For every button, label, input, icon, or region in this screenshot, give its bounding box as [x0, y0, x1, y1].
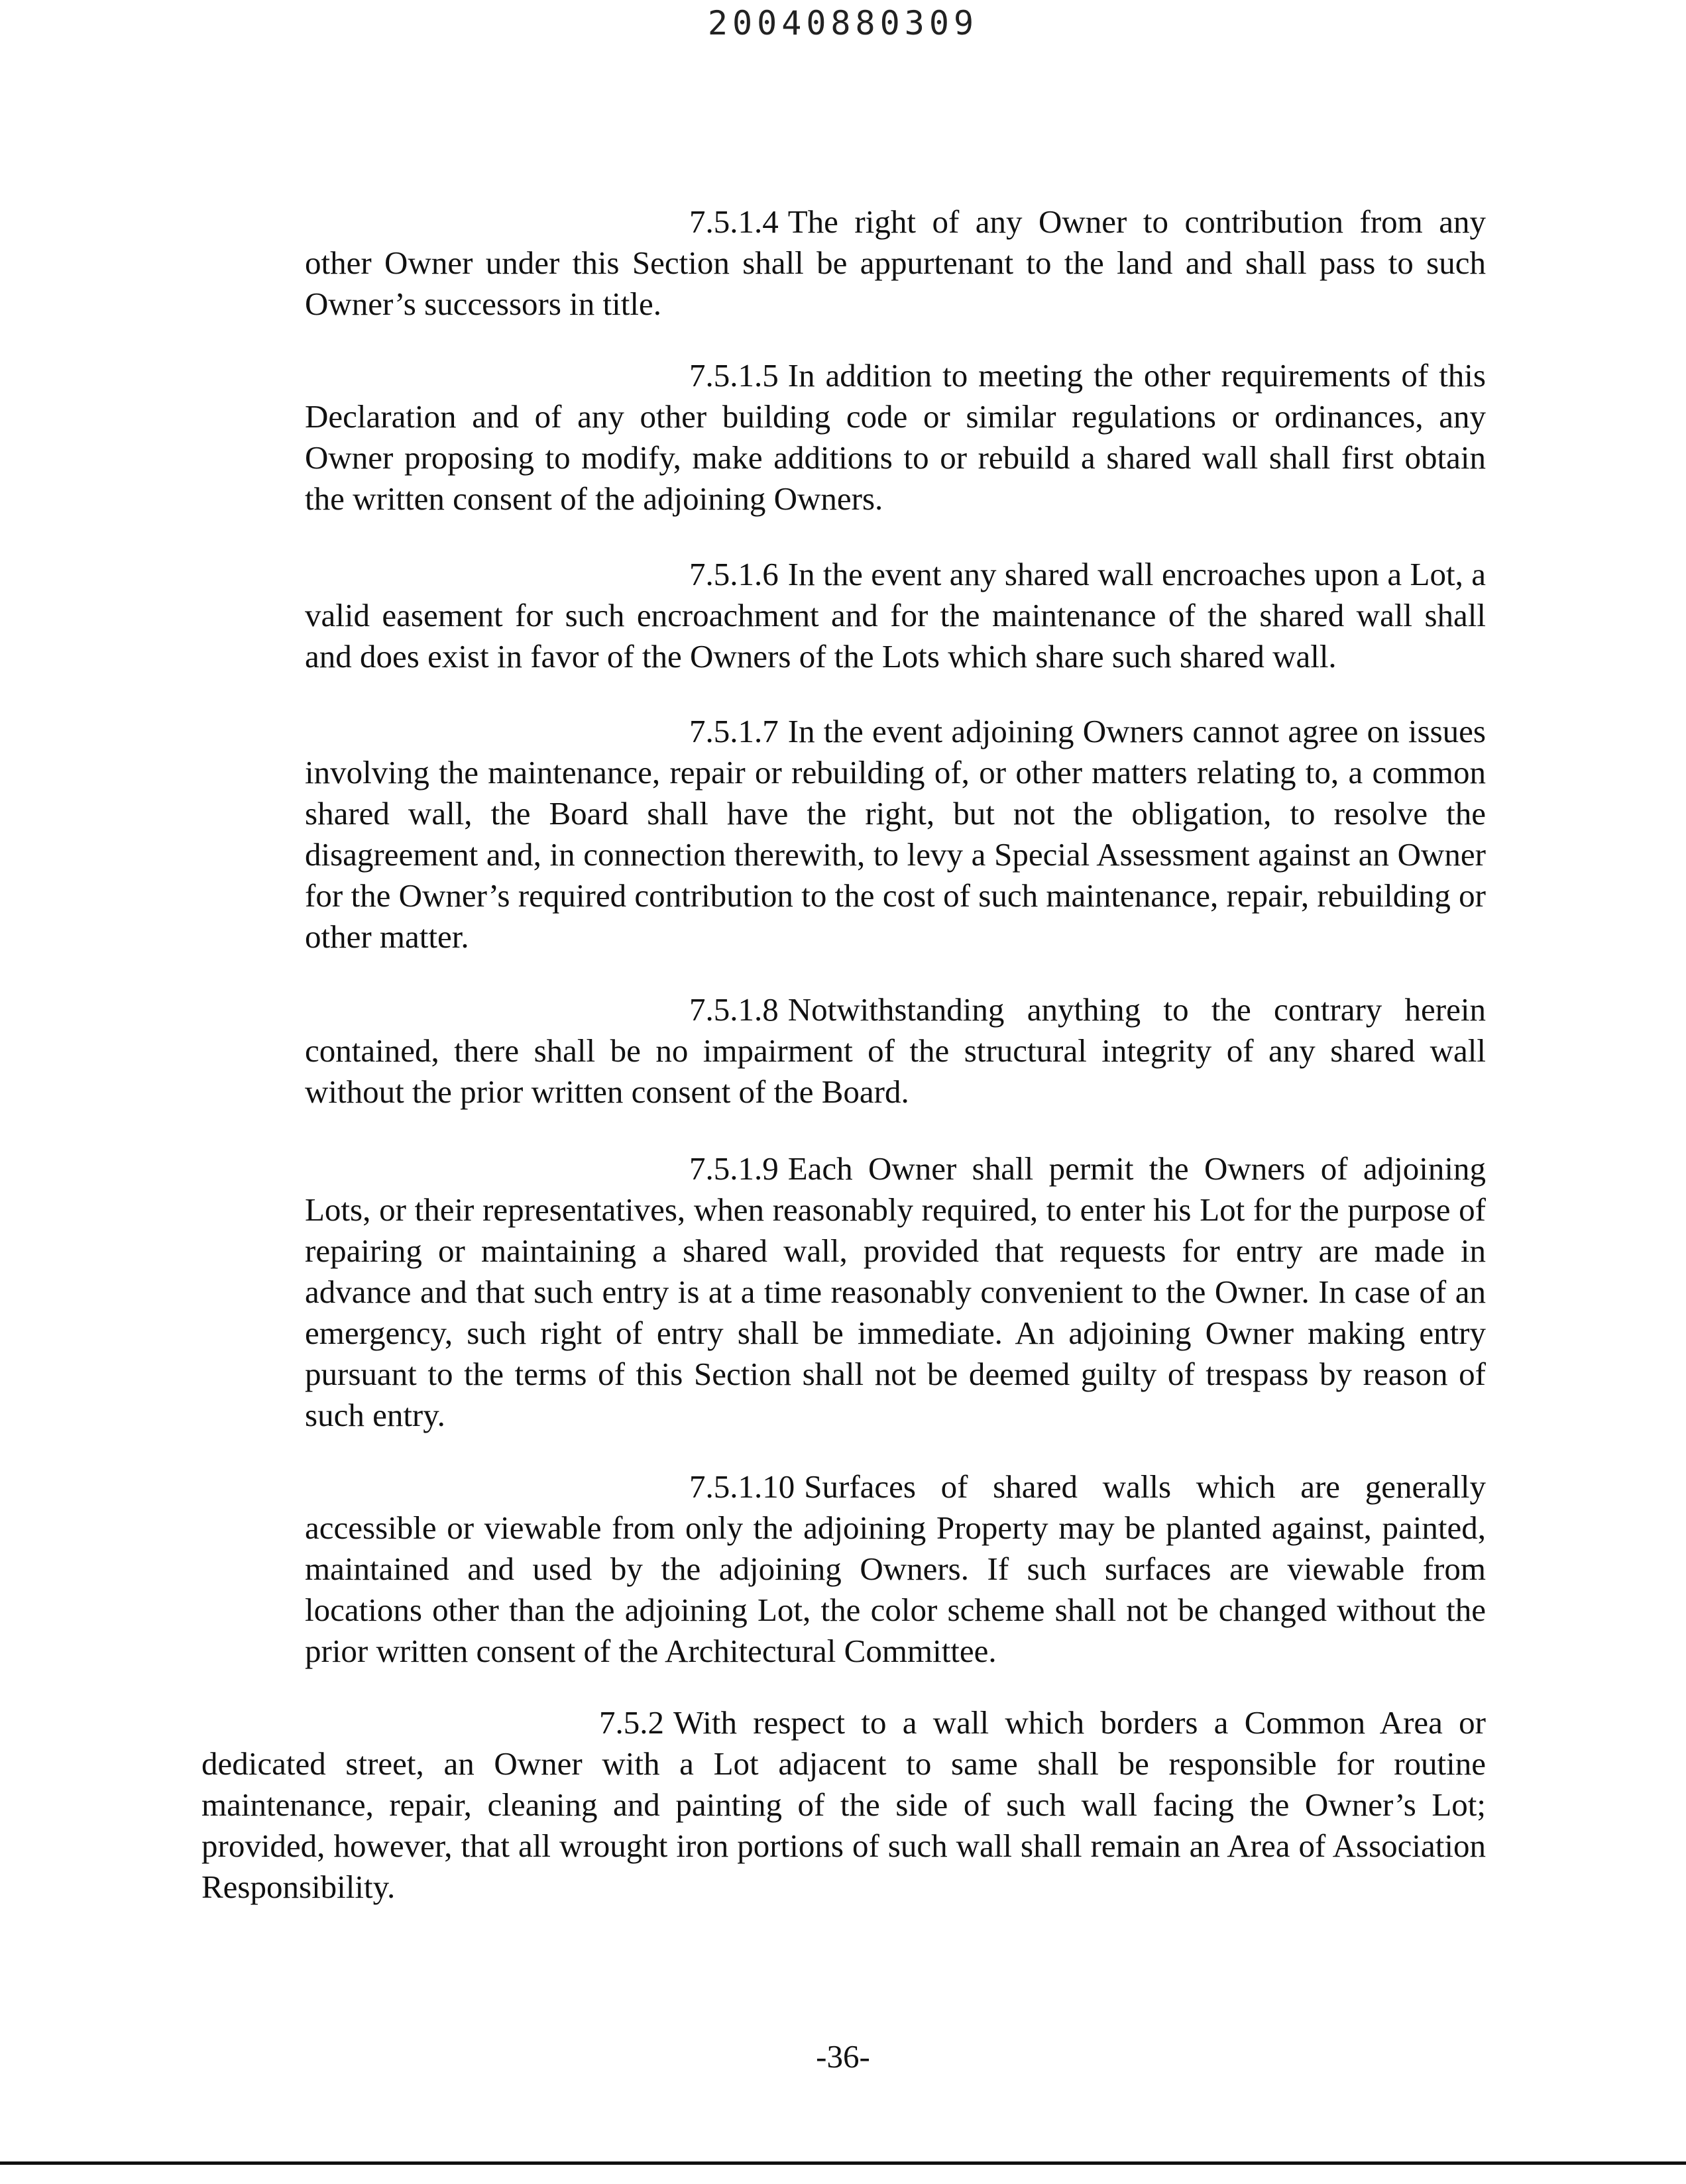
bottom-rule	[0, 2161, 1686, 2165]
document-number: 20040880309	[707, 4, 979, 42]
paragraph-text: In addition to meeting the other requirements of this Declaration and of any other building code or similar regulations or ordinances, any Owner proposing to modify, make additions to or rebuild a shared wall shall first obtain the written consent of the adjoining Owners.	[305, 357, 1486, 517]
paragraph-7-5-1-4	[305, 201, 1486, 325]
paragraph-number: 7.5.1.5	[689, 357, 779, 394]
paragraph-7-5-1-8	[305, 989, 1486, 1113]
paragraph-text: Notwithstanding anything to the contrary herein contained, there shall be no impairment of the structural integrity of any shared wall without the prior written consent of the Board.	[305, 991, 1486, 1110]
paragraph-7-5-1-10	[305, 1466, 1486, 1672]
paragraph-7-5-1-6	[305, 554, 1486, 677]
page-number: -36-	[816, 2038, 870, 2075]
paragraph-number: 7.5.2	[599, 1704, 664, 1741]
paragraph-7-5-1-7	[305, 711, 1486, 957]
paragraph-number: 7.5.1.7	[689, 713, 779, 749]
paragraph-7-5-1-5	[305, 355, 1486, 519]
paragraph-text: The right of any Owner to contribution from any other Owner under this Section shall be appurtenant to the land and shall pass to such Owner’s successors in title.	[305, 203, 1486, 322]
paragraph-number: 7.5.1.8	[689, 991, 779, 1028]
paragraph-text: With respect to a wall which borders a Common Area or dedicated street, an Owner with a Lot adjacent to same shall be responsible for routine maintenance, repair, cleaning and painting of the side of such wall facing the Owner’s Lot; provided, however, that all wrought iron portions of such wall shall remain an Area of Association Responsibility.	[201, 1704, 1486, 1905]
paragraph-text: In the event adjoining Owners cannot agree on issues involving the maintenance, repair or rebuilding of, or other matters relating to, a common shared wall, the Board shall have the right, but not the obligation, to resolve the disagreement and, in connection therewith, to levy a Special Assessment against an Owner for the Owner’s required contribution to the cost of such maintenance, repair, rebuilding or other matter.	[305, 713, 1486, 955]
paragraph-text: Surfaces of shared walls which are generally accessible or viewable from only the adjoining Property may be planted against, painted, maintained and used by the adjoining Owners. If such surfaces are viewable from locations other than the adjoining Lot, the color scheme shall not be changed without the prior written consent of the Architectural Committee.	[305, 1468, 1486, 1669]
paragraph-text: In the event any shared wall encroaches upon a Lot, a valid easement for such encroachment and for the maintenance of the shared wall shall and does exist in favor of the Owners of the Lots which share such shared wall.	[305, 556, 1486, 675]
paragraph-7-5-2	[201, 1702, 1486, 1908]
paragraph-number: 7.5.1.10	[689, 1468, 795, 1505]
paragraph-7-5-1-9	[305, 1148, 1486, 1436]
paragraph-number: 7.5.1.9	[689, 1150, 779, 1187]
paragraph-text: Each Owner shall permit the Owners of adjoining Lots, or their representatives, when reasonably required, to enter his Lot for the purpose of repairing or maintaining a shared wall, provided that requests for entry are made in advance and that such entry is at a time reasonably convenient to the Owner. In case of an emergency, such right of entry shall be immediate. An adjoining Owner making entry pursuant to the terms of this Section shall not be deemed guilty of trespass by reason of such entry.	[305, 1150, 1486, 1433]
paragraph-number: 7.5.1.6	[689, 556, 779, 592]
paragraph-number: 7.5.1.4	[689, 203, 779, 240]
